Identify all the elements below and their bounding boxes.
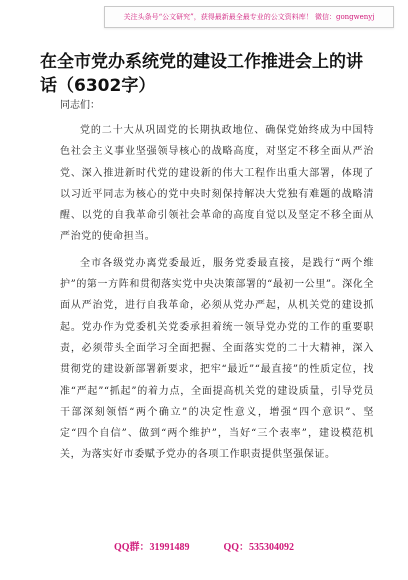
paragraph: 党的二十大从巩固党的长期执政地位、确保党始终成为中国特色社会主义事业坚强领导核心的战略高度，对坚定不移全面从严治党、深入推进新时代党的建设新的伟大工程作出重大部署，体现了以习近平同志为核心的党中央时刻保持解决大党独有难题的战略清醒、以党的自我革命引领社会革命的高度自觉以及坚定不移全面从严治党的使命担当。 <box>60 125 374 243</box>
document-title: 在全市党办系统党的建设工作推进会上的讲话（6302字） <box>40 52 363 96</box>
promo-banner <box>104 6 394 28</box>
promo-banner-text: 关注头条号“公文研究”，获得最新最全最专业的公文资料库！ 微信：gongwenyj <box>123 13 375 21</box>
greeting: 同志们： <box>60 100 100 111</box>
document-body <box>60 120 374 471</box>
qq-contact-link[interactable]: QQ：535304092 <box>223 542 295 553</box>
footer-contact <box>0 538 408 553</box>
qq-group-link[interactable]: QQ群：31991489 <box>113 542 190 553</box>
paragraph: 全市各级党办离党委最近，服务党委最直接，是践行“两个维护”的第一方阵和贯彻落实党中央决策部署的“最初一公里”。深化全面从严治党，进行自我革命，必须从党办严起，从机关党的建设抓起。党办作为党委机关党委承担着统一领导党办党的工作的重要职责，必须带头全面学习全面把握、全面落实党的二十大精神，深入贯彻党的建设新部署新要求，把牢“最近”“最直接”的性质定位，找准“严起”“抓起”的着力点，全面提高机关党的建设质量，引导党员干部深刻领悟“两个确立”的决定性意义，增强“四个意识”、坚定“四个自信”、做到“两个维护”，当好“三个表率”，建设模范机关，为落实好市委赋予党办的各项工作职责提供坚强保证。 <box>60 257 374 461</box>
